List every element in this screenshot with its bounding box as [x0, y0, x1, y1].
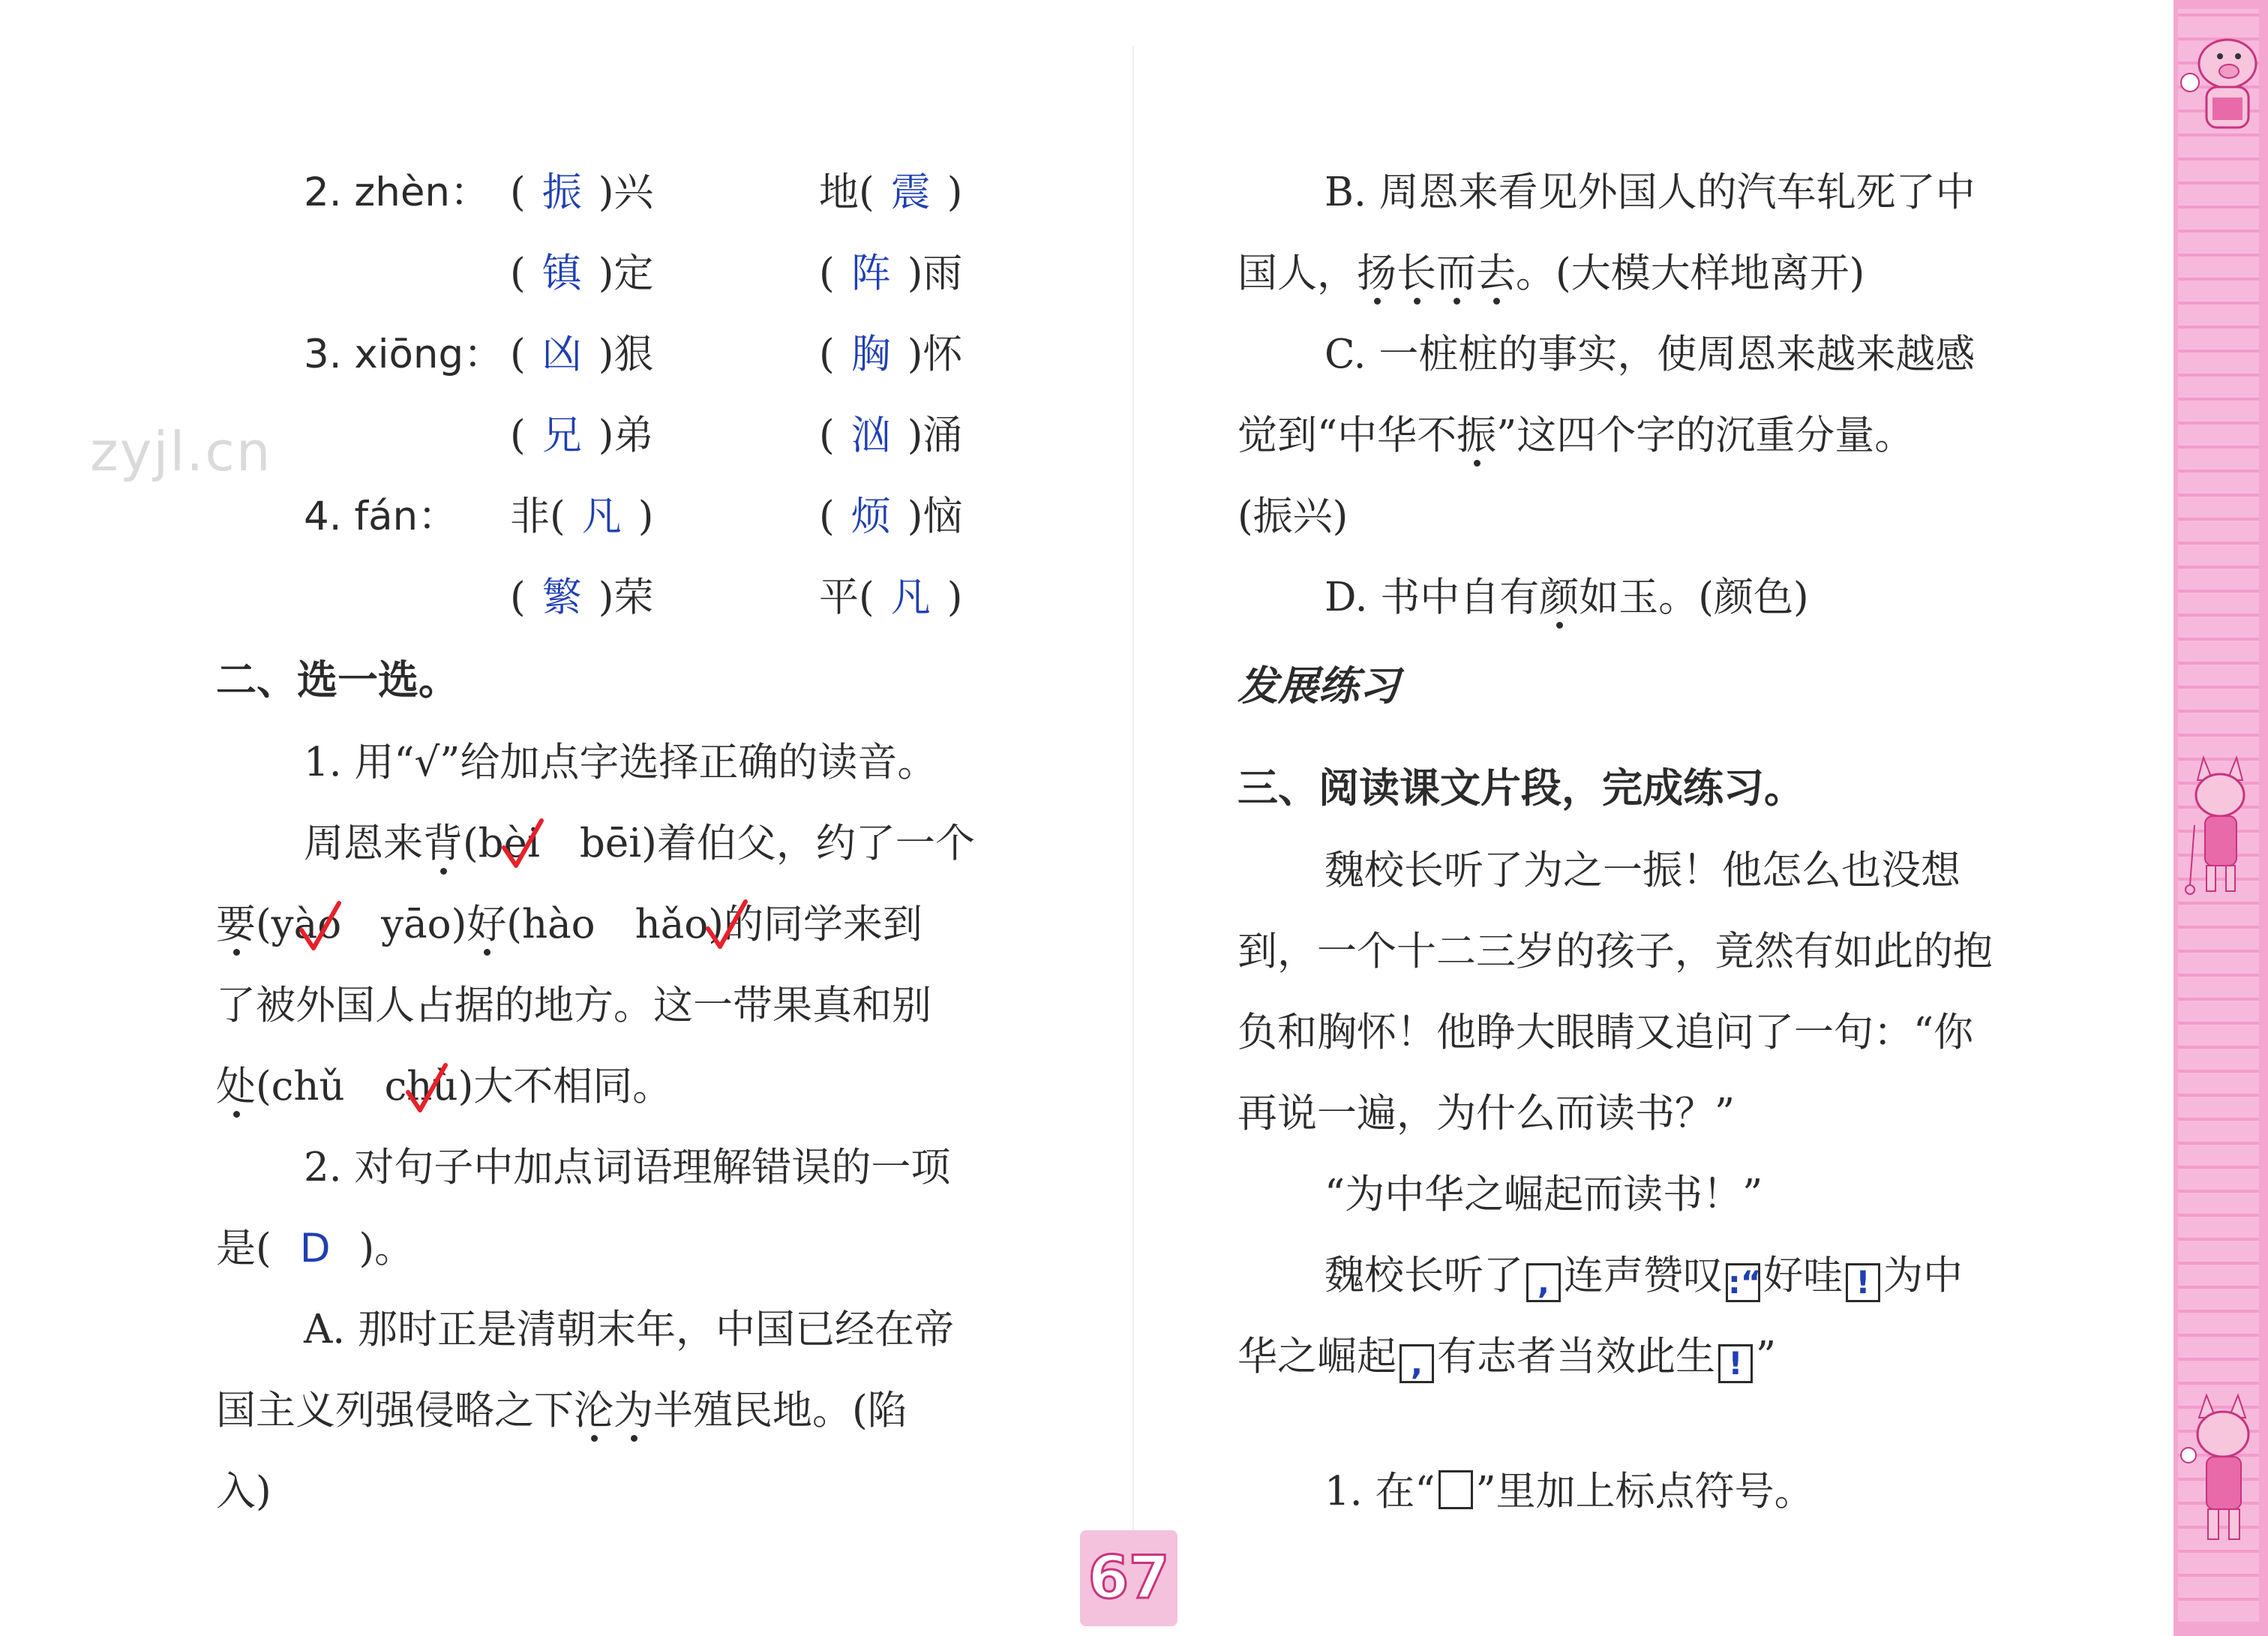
zhen-item-4: ( 阵 )雨 [819, 251, 963, 296]
fan-item-1: 非( 凡 ) [510, 494, 654, 539]
wolf-cartoon-icon [2181, 750, 2259, 908]
punctuation-box: , [1526, 1263, 1561, 1302]
fan-item-3: ( 繁 )荣 [510, 575, 654, 620]
page-number: 67 [1080, 1530, 1178, 1626]
punctuation-box: :“ [1726, 1263, 1760, 1302]
xiong-item-1: ( 凶 )狠 [510, 332, 654, 377]
option-b-line-1: B. 周恩来看见外国人的汽车轧死了中 [1324, 170, 1976, 215]
q1-line-4: 处(chǔ chù)大不相同。 [216, 1061, 672, 1113]
empty-box [1438, 1470, 1473, 1509]
zhen-item-3: ( 镇 )定 [510, 251, 654, 296]
xiong-label: 3. xiōng： [304, 332, 504, 377]
passage-line-7: 华之崛起 , 有志者当效此生 ! ” [1238, 1334, 1777, 1382]
option-a-line-3: 入) [216, 1469, 272, 1514]
check-mark-icon [298, 900, 342, 953]
zhen-label: 2. zhèn： [304, 170, 490, 215]
option-a-line-2: 国主义列强侵略之下沦为半殖民地。(陷 [216, 1385, 908, 1437]
decorative-sidebar [2174, 0, 2268, 1636]
option-d: D. 书中自有颜如玉。(颜色) [1324, 572, 1809, 624]
q2-line-2: 是( D )。 [216, 1226, 415, 1271]
check-mark-icon [405, 1062, 448, 1115]
page-fold [1132, 45, 1134, 1590]
zhen-item-1: ( 振 )兴 [510, 170, 654, 215]
q1-line-1: 周恩来背(bèi bēi)着伯父，约了一个 [304, 818, 975, 870]
xiong-item-3: ( 兄 )弟 [510, 413, 654, 458]
passage-line-3: 负和胸怀！他睁大眼睛又追问了一句：“你 [1238, 1010, 1974, 1055]
option-c-line-1: C. 一桩桩的事实，使周恩来越来越感 [1324, 332, 1976, 377]
watermark: zyjl.cn [90, 420, 272, 483]
q2-answer: D [299, 1226, 331, 1271]
q1-right: 1. 在“ ”里加上标点符号。 [1324, 1469, 1814, 1514]
option-b-line-2: 国人，扬长而去。(大模大样地离开) [1238, 248, 1864, 300]
zhen-item-2: 地( 震 ) [819, 170, 963, 215]
punctuation-box: ! [1846, 1263, 1880, 1302]
fan-item-2: ( 烦 )恼 [819, 494, 963, 539]
q1-line-3: 了被外国人占据的地方。这一带果真和别 [216, 983, 932, 1028]
punctuation-box: , [1400, 1344, 1434, 1383]
xiong-item-2: ( 胸 )怀 [819, 332, 963, 377]
section3-title: 三、阅读课文片段，完成练习。 [1238, 764, 1804, 812]
q2-line-1: 2. 对句子中加点词语理解错误的一项 [304, 1145, 951, 1190]
q1-line-2: 要(yào yāo)好(hào hǎo)的同学来到 [216, 899, 922, 951]
passage-line-1: 魏校长听了为之一振！他怎么也没想 [1324, 848, 1960, 893]
xiong-item-4: ( 汹 )涌 [819, 413, 963, 458]
option-a-line-1: A. 那时正是清朝末年，中国已经在帝 [304, 1307, 954, 1352]
pig-cartoon-icon [2176, 30, 2265, 143]
option-c-line-3: (振兴) [1238, 494, 1348, 539]
passage-line-2: 到，一个十二三岁的孩子，竟然有如此的抱 [1238, 929, 1993, 974]
wolf-cartoon-icon [2176, 1388, 2264, 1553]
fan-label: 4. fán： [304, 494, 458, 539]
punctuation-box: ! [1718, 1344, 1753, 1383]
passage-line-6: 魏校长听了 , 连声赞叹 :“好哇 ! 为中 [1324, 1253, 1963, 1301]
fan-item-4: 平( 凡 ) [819, 575, 963, 620]
development-title: 发展练习 [1238, 662, 1400, 710]
section2-title: 二、选一选。 [216, 656, 459, 704]
passage-line-4: 再说一遍，为什么而读书？” [1238, 1091, 1736, 1136]
check-mark-icon [501, 818, 544, 870]
check-mark-icon [705, 899, 748, 951]
option-c-line-2: 觉到“中华不振”这四个字的沉重分量。 [1238, 410, 1914, 462]
passage-line-5: “为中华之崛起而读书！” [1324, 1172, 1763, 1217]
q1-instruction: 1. 用“√”给加点字选择正确的读音。 [304, 740, 938, 785]
